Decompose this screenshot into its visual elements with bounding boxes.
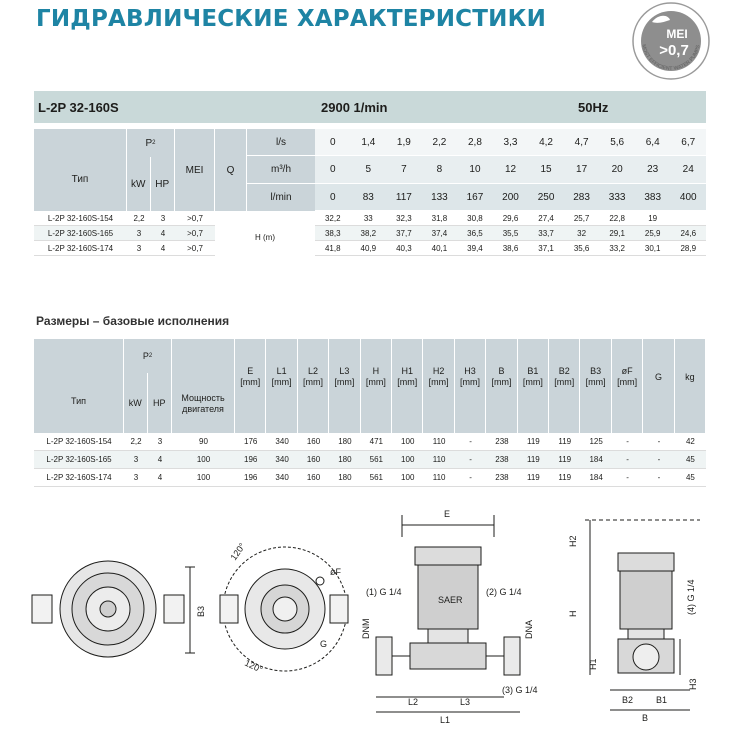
col-type-header: Тип [34,129,127,211]
head-value: 24,6 [680,228,697,238]
dim-col-name: E [247,366,254,376]
dim-value: - [469,473,472,482]
dim-value: 119 [558,437,572,446]
flow-value: 200 [493,184,529,211]
flow-column [351,129,387,211]
label-b: B [642,713,649,723]
head-value: 41,8 [324,243,341,253]
flow-column [422,129,458,211]
row-hp: 4 [160,228,166,238]
mei-label: MEI [666,27,688,41]
dim-col-header [486,339,517,433]
flow-value: 6,4 [635,129,671,156]
label-l1: L1 [440,715,451,725]
unit-ls: l/s [247,129,315,156]
dim-value: 160 [306,473,321,482]
dim-value: 561 [369,473,383,482]
flow-value: 12 [493,156,529,184]
dim-col-header [392,339,423,433]
flow-value: 10 [457,156,493,184]
dim-col-header [518,339,549,433]
head-value: 25,7 [573,213,590,223]
head-value: 40,9 [360,243,377,253]
dim-col-header [549,339,580,433]
flow-value: 1,4 [351,129,387,156]
head-value: 39,4 [467,243,483,253]
label-g: G [320,639,328,649]
mei-badge [630,0,712,82]
dim-value: 110 [432,437,446,446]
head-value: 32,2 [324,213,341,223]
flow-value: 3,3 [493,129,529,156]
dim-col-unit: [mm] [617,377,638,387]
frequency-label: 50Hz [578,100,609,115]
head-value: 37,7 [396,228,412,238]
flow-value: 6,7 [670,129,706,156]
flow-value: 5,6 [599,129,635,156]
dim-value: 176 [244,437,258,446]
dim-row-type: L-2P 32-160S-165 [46,455,112,464]
row-kw: 2,2 [133,213,145,223]
row-mei: >0,7 [187,213,203,223]
label-of: øF [330,567,341,577]
flow-value: 400 [670,184,706,211]
label-h3: H3 [688,678,698,690]
dim-col-name: B2 [558,366,570,376]
flow-value: 2,2 [422,129,458,156]
dim-value: 110 [432,473,446,482]
dim-col-hp: HP [153,397,166,408]
dim-value: 196 [244,455,258,464]
col-mei-header: MEI [175,129,215,211]
dim-value: 340 [275,455,289,464]
dim-value: 340 [275,437,289,446]
dim-col-name: H1 [401,366,413,376]
head-value: 30,1 [644,243,661,253]
dim-value: 110 [432,455,446,464]
performance-row [34,241,706,256]
speed-label: 2900 1/min [321,100,388,115]
row-mei: >0,7 [187,228,203,238]
head-value: 29,6 [502,213,519,223]
flow-value: 117 [386,184,422,211]
dim-col-kw: kW [124,373,148,433]
model-name: L-2P 32-160S [38,100,119,115]
head-value: 40,3 [396,243,412,253]
flow-column [670,129,706,211]
head-value: 37,1 [538,243,554,253]
flow-value: 24 [670,156,706,184]
dimension-row [34,469,706,487]
label-g2: (2) G 1/4 [486,587,522,597]
row-type: L-2P 32-160S-165 [47,228,114,238]
row-type: L-2P 32-160S-154 [47,213,114,223]
dim-value: 238 [495,437,509,446]
mei-value: >0,7 [659,42,689,59]
flow-value: 4,7 [564,129,600,156]
dim-value: - [469,437,472,446]
dim-col-unit: [mm] [554,377,575,387]
dim-col-header [612,339,643,433]
dim-col-header [675,339,706,433]
performance-rows [34,211,706,256]
dim-col-header [266,339,297,433]
dim-value: 561 [369,455,383,464]
dim-value: 45 [685,473,695,482]
dim-col-header [423,339,454,433]
label-dna: DNA [524,619,534,639]
dim-col-header [361,339,392,433]
dim-col-unit: [mm] [240,377,261,387]
dim-col-name: H [372,366,380,376]
label-b2: B2 [622,695,634,705]
label-b1: B1 [656,695,668,705]
head-value: 38,6 [502,243,519,253]
dim-col-unit: [mm] [428,377,449,387]
unit-m3h: m³/h [247,156,315,184]
flow-value: 0 [315,129,351,156]
dim-col-type: Тип [34,339,124,433]
flow-column [493,129,529,211]
label-l3: L3 [460,697,471,707]
dim-col-name: L1 [276,366,287,376]
performance-row [34,211,706,226]
flow-column [635,129,671,211]
head-value: 38,2 [360,228,377,238]
flow-value: 5 [351,156,387,184]
dim-col-name: H3 [464,366,476,376]
head-value: 37,4 [431,228,448,238]
head-value: 25,9 [644,228,661,238]
head-value: 33,7 [538,228,554,238]
dim-col-header [329,339,360,433]
col-kw-header: kW [127,157,151,211]
dim-col-name: G [654,371,662,382]
head-value: 31,8 [431,213,448,223]
dim-value: 160 [306,437,321,446]
dim-value: 119 [526,437,540,446]
dimensions-table [34,339,706,487]
dim-row-type: L-2P 32-160S-174 [46,473,112,482]
head-value: 36,5 [467,228,483,238]
dimensions-title: Размеры – базовые исполнения [36,314,230,328]
dim-value: 238 [495,455,509,464]
label-g4: (4) G 1/4 [686,579,696,615]
head-value: 32,3 [396,213,412,223]
dim-col-unit: [mm] [397,377,418,387]
dim-value: 100 [401,455,415,464]
performance-column-headers [34,129,706,211]
dim-col-unit: [mm] [460,377,481,387]
badge-arc-text: MOST EFFICIENT WATER PUMPS [640,43,702,73]
col-q-header: Q [215,129,247,211]
pump-top-view [32,561,195,657]
dim-row-power: 90 [199,437,208,446]
dim-col-name: B3 [590,366,602,376]
dim-col-unit: [mm] [365,377,386,387]
flow-column [315,129,351,211]
head-value: 33,2 [609,243,625,253]
flow-column [457,129,493,211]
dim-col-name: H2 [432,366,445,376]
head-value: 40,1 [431,243,448,253]
flow-column [599,129,635,211]
flow-units [247,129,315,211]
label-angle-2: 120° [243,657,265,675]
dim-col-name: L2 [308,366,319,376]
pump-flange-view [220,547,348,671]
flow-value: 283 [564,184,600,211]
flow-value: 0 [315,184,351,211]
dimensions-rows [34,433,706,487]
flow-value: 23 [635,156,671,184]
flow-column [386,129,422,211]
flow-value: 83 [351,184,387,211]
dim-value: 184 [589,455,603,464]
flow-value: 1,9 [386,129,422,156]
dim-value: 119 [558,455,572,464]
row-type: L-2P 32-160S-174 [47,243,114,253]
col-p2-header: P 2 [145,137,156,149]
dim-row-hp: 4 [157,473,163,482]
flow-value: 8 [422,156,458,184]
dim-col-header [235,339,266,433]
dim-value: 180 [338,437,352,446]
head-value: 38,3 [324,228,341,238]
dim-col-unit: [mm] [334,377,355,387]
dim-value: - [657,455,661,464]
flow-value: 15 [528,156,564,184]
flow-values [315,129,706,211]
head-value: 33 [363,213,373,223]
dim-value: - [657,437,661,446]
dim-value: - [626,455,629,464]
dim-col-name: kg [685,371,695,382]
head-value: 32 [577,228,587,238]
head-value: 22,8 [609,213,625,223]
dim-value: - [626,473,629,482]
flow-value: 250 [528,184,564,211]
dim-col-header [298,339,329,433]
flow-value: 20 [599,156,635,184]
flow-value: 4,2 [528,129,564,156]
flow-value: 0 [315,156,351,184]
page-title: ГИДРАВЛИЧЕСКИЕ ХАРАКТЕРИСТИКИ [36,6,547,32]
row-mei: >0,7 [187,243,203,253]
dimension-row [34,433,706,451]
dim-col-unit: [mm] [585,377,606,387]
col-hp-header: HP [155,178,170,190]
dim-value: - [469,455,472,464]
dim-value: 119 [558,473,572,482]
flow-column [528,129,564,211]
dim-value: 180 [338,455,352,464]
flow-value: 7 [386,156,422,184]
flow-value: 167 [457,184,493,211]
row-kw: 3 [136,228,142,238]
dim-col-unit: [mm] [522,377,543,387]
dim-value: 180 [338,473,352,482]
dim-value: 125 [589,437,603,446]
dim-col-name: øF [621,366,633,376]
row-kw: 3 [136,243,142,253]
dim-col-unit: [mm] [303,377,324,387]
head-unit-label: H (m) [215,214,315,260]
performance-table [34,91,706,256]
label-l2: L2 [408,697,419,707]
dim-value: 238 [495,473,509,482]
performance-row [34,226,706,241]
label-b3: B3 [196,605,206,617]
unit-lmin: l/min [270,192,292,203]
dim-value: 184 [589,473,603,482]
dim-value: 340 [275,473,289,482]
performance-header-bar [34,91,706,123]
label-h: H [568,610,578,617]
technical-drawings [30,505,720,745]
head-value: 35,6 [573,243,590,253]
dim-col-name: B [498,366,505,376]
head-value: 28,9 [680,243,697,253]
dim-value: 196 [244,473,258,482]
label-g3: (3) G 1/4 [502,685,538,695]
dim-value: - [657,473,661,482]
dim-value: - [626,437,629,446]
flow-value: 133 [422,184,458,211]
label-saer: SAER [438,595,463,605]
head-value: 30,8 [467,213,483,223]
row-hp: 3 [160,213,166,223]
dim-col-header [643,339,674,433]
dim-col-power: Мощность двигателя [172,339,235,433]
label-h1: H1 [588,658,598,670]
dim-col-p2: P 2 [142,350,153,361]
head-value: 19 [648,213,658,223]
row-hp: 4 [160,243,166,253]
dim-row-kw: 2,2 [130,437,142,446]
label-angle-1: 120° [228,541,248,563]
dim-row-kw: 3 [133,473,139,482]
dim-row-hp: 4 [157,455,163,464]
dim-row-power: 100 [196,455,211,464]
dim-row-hp: 3 [157,437,163,446]
head-value: 29,1 [609,228,625,238]
flow-value: 2,8 [457,129,493,156]
dim-value: 42 [685,437,695,446]
dim-col-header [455,339,486,433]
flow-value: 333 [599,184,635,211]
dim-col-name: L3 [339,366,350,376]
dim-col-unit: [mm] [491,377,512,387]
label-h2: H2 [568,535,578,547]
dim-value: 471 [369,437,383,446]
dim-value: 160 [306,455,321,464]
label-g1: (1) G 1/4 [366,587,402,597]
dim-value: 100 [401,437,415,446]
flow-value: 17 [564,156,600,184]
flow-column [564,129,600,211]
dim-value: 100 [401,473,415,482]
dim-value: 119 [526,473,540,482]
dim-row-type: L-2P 32-160S-154 [46,437,112,446]
head-value: 27,4 [538,213,554,223]
label-dnm: DNM [361,618,371,639]
dim-row-kw: 3 [133,455,139,464]
flow-value: 383 [635,184,671,211]
dim-col-unit: [mm] [271,377,292,387]
dim-col-name: B1 [527,366,539,376]
dim-row-power: 100 [196,473,211,482]
label-e: E [444,509,451,519]
dimensions-header [34,339,706,433]
pump-front-view [376,515,520,712]
pump-side-view [585,520,700,710]
head-value: 35,5 [502,228,519,238]
dimension-row [34,451,706,469]
dim-value: 45 [685,455,695,464]
dim-col-header [580,339,611,433]
dim-value: 119 [526,455,540,464]
